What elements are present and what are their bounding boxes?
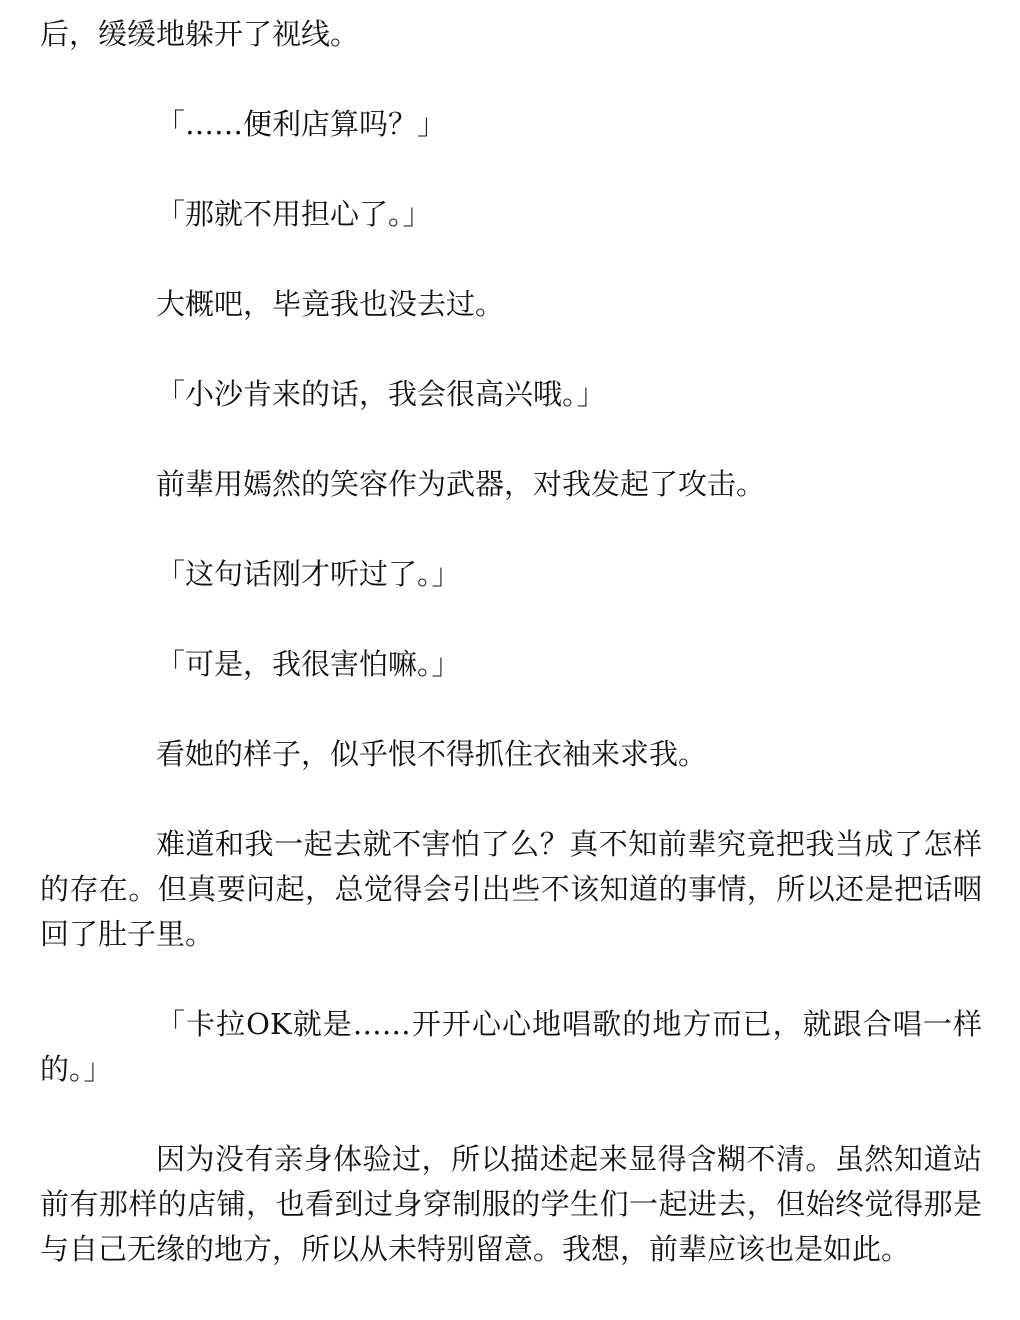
paragraph-gap — [40, 507, 982, 552]
paragraph-11: 「卡拉OK就是……开开心心地唱歌的地方而已，就跟合唱一样的。」 — [40, 1007, 982, 1086]
paragraph-gap — [40, 57, 982, 102]
paragraph-gap — [40, 597, 982, 642]
paragraph-gap — [40, 417, 982, 462]
paragraph-10: 难道和我一起去就不害怕了么？真不知前辈究竟把我当成了怎样的存在。但真要问起，总觉得会引出些不该知道的事情，所以还是把话咽回了肚子里。 — [40, 827, 982, 951]
paragraph-gap — [40, 777, 982, 822]
paragraph-1: 后，缓缓地躲开了视线。 — [40, 17, 360, 51]
paragraph-2: 「……便利店算吗？」 — [156, 107, 447, 141]
paragraph-9: 看她的样子，似乎恨不得抓住衣袖来求我。 — [156, 737, 708, 771]
paragraph-gap — [40, 1092, 982, 1137]
paragraph-gap — [40, 147, 982, 192]
paragraph-3: 「那就不用担心了。」 — [156, 197, 432, 231]
paragraph-gap — [40, 327, 982, 372]
paragraph-8: 「可是，我很害怕嘛。」 — [156, 647, 461, 681]
paragraph-gap — [40, 237, 982, 282]
paragraph-4: 大概吧，毕竟我也没去过。 — [156, 287, 505, 321]
paragraph-7: 「这句话刚才听过了。」 — [156, 557, 461, 591]
paragraph-5: 「小沙肯来的话，我会很高兴哦。」 — [156, 377, 606, 411]
paragraph-gap — [40, 687, 982, 732]
paragraph-12: 因为没有亲身体验过，所以描述起来显得含糊不清。虽然知道站前有那样的店铺，也看到过身穿制服的学生们一起进去，但始终觉得那是与自己无缘的地方，所以从未特别留意。我想，前辈应该也是如此。 — [40, 1142, 982, 1266]
paragraph-gap — [40, 957, 982, 1002]
paragraph-6: 前辈用嫣然的笑容作为武器，对我发起了攻击。 — [156, 467, 766, 501]
document-page — [40, 0, 982, 1272]
